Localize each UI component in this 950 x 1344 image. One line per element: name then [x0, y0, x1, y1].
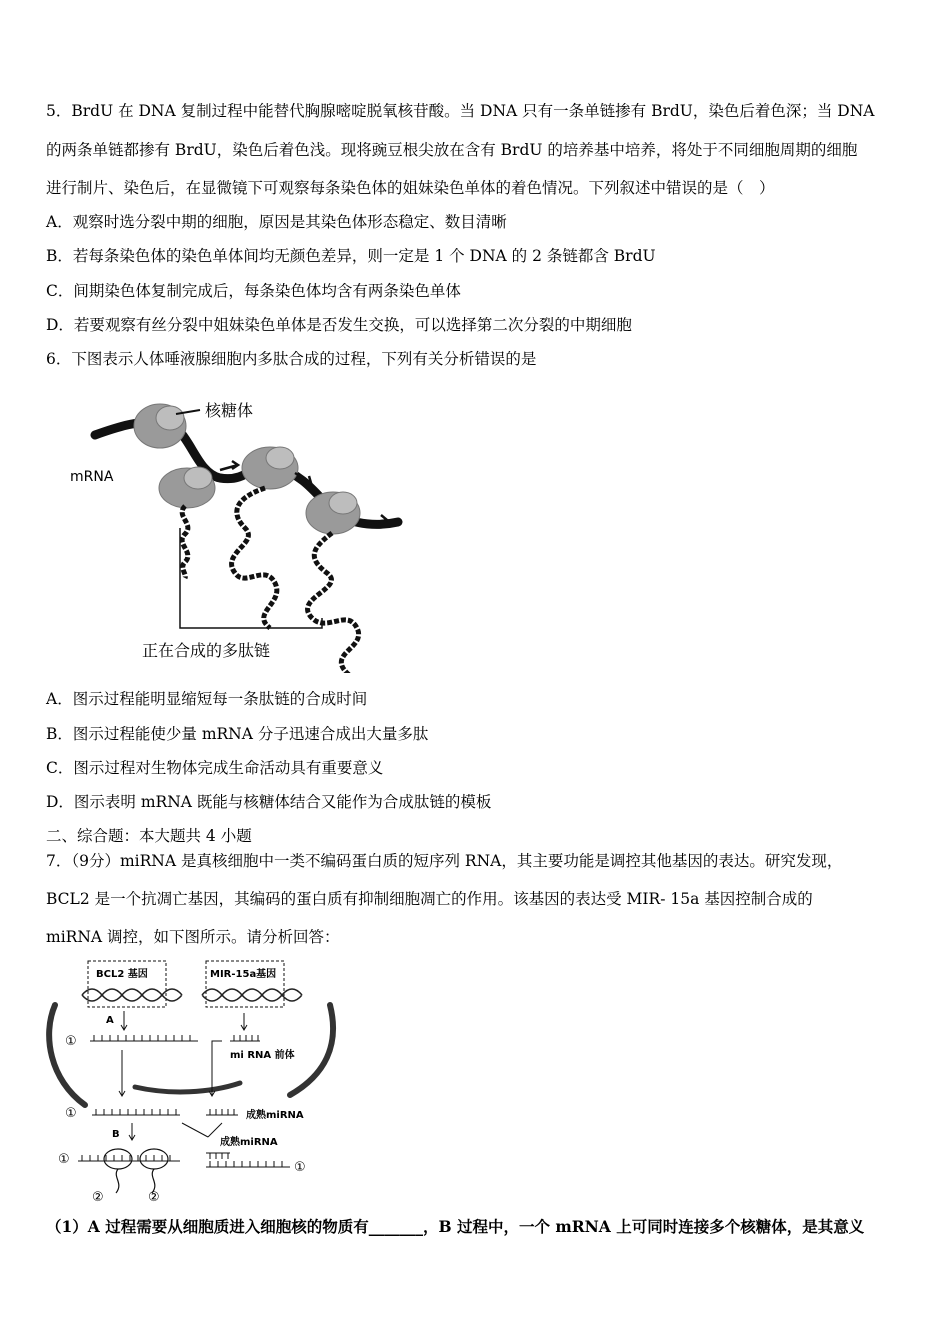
q5-option-b: B．若每条染色体的染色单体间均无颜色差异，则一定是 1 个 DNA 的 2 条链都含 BrdU	[46, 247, 656, 265]
mirna-precursor	[230, 1035, 260, 1041]
q7-subquestion-1: （1）A 过程需要从细胞质进入细胞核的物质有_______，B 过程中，一个 mRNA 上可同时连接多个核糖体，是其意义	[46, 1217, 865, 1236]
q5-line-2: 的两条单链都掺有 BrdU，染色后着色浅。现将豌豆根尖放在含有 BrdU 的培养基中培养，将处于不同细胞周期的细胞	[46, 141, 858, 159]
ribosome-4	[306, 492, 360, 534]
bound-mirna	[206, 1153, 290, 1167]
dna-helix-1	[82, 989, 182, 1001]
q6-stem: 6．下图表示人体唾液腺细胞内多肽合成的过程，下列有关分析错误的是	[46, 350, 537, 368]
q6-option-a: A．图示过程能明显缩短每一条肽链的合成时间	[46, 690, 368, 708]
q5-option-a: A．观察时选分裂中期的细胞，原因是其染色体形态稳定、数目清晰	[46, 213, 507, 231]
bcl2-gene-label: BCL2 基因	[96, 969, 148, 980]
marker-1-bound: ①	[294, 1160, 306, 1175]
mature-mirna-label-2: 成熟miRNA	[220, 1137, 278, 1148]
membrane-right	[290, 1005, 333, 1095]
q7-line-2: BCL2 是一个抗凋亡基因，其编码的蛋白质有抑制细胞凋亡的作用。该基因的表达受 MIR- 15a 基因控制合成的	[46, 890, 813, 908]
process-b-label: B	[112, 1129, 120, 1140]
membrane-left	[49, 1005, 85, 1105]
ribosome-2	[159, 467, 215, 508]
mrna-translation	[78, 1155, 180, 1161]
q5-line-1: 5．BrdU 在 DNA 复制过程中能替代胸腺嘧啶脱氧核苷酸。当 DNA 只有一条单链掺有 BrdU，染色后着色深；当 DNA	[46, 102, 875, 120]
peptide-a	[116, 1169, 119, 1193]
q5-line-3: 进行制片、染色后，在显微镜下可观察每条染色体的姐妹染色单体的着色情况。下列叙述中错误的是（ ）	[46, 179, 775, 197]
ribosome-a	[104, 1149, 132, 1169]
dna-helix-2	[202, 989, 302, 1001]
q7-line-3: miRNA 调控，如下图所示。请分析回答：	[46, 928, 340, 946]
polypeptide-2	[232, 488, 277, 628]
q7-line-1: 7．（9分）miRNA 是真核细胞中一类不编码蛋白质的短序列 RNA，其主要功能是调控其他基因的表达。研究发现，	[46, 852, 843, 870]
mirna-regulation-figure	[40, 955, 345, 1205]
precursor-label: mi RNA 前体	[230, 1050, 295, 1061]
q6-option-b: B．图示过程能使少量 mRNA 分子迅速合成出大量多肽	[46, 725, 429, 743]
peptide-label: 正在合成的多肽链	[142, 641, 271, 660]
mrna-nucleus	[90, 1035, 198, 1041]
mature-mirna-label-1: 成熟miRNA	[246, 1110, 304, 1121]
mrna-cytoplasm	[92, 1109, 180, 1115]
mature-mirna-1	[206, 1109, 238, 1115]
mir-gene-label: MIR-15a基因	[210, 969, 277, 980]
marker-2a: ②	[92, 1190, 104, 1205]
section-2-title: 二、综合题：本大题共 4 小题	[46, 827, 252, 845]
q6-option-d: D．图示表明 mRNA 既能与核糖体结合又能作为合成肽链的模板	[46, 793, 492, 811]
ribosome-label: 核糖体	[205, 401, 254, 420]
polypeptide-1	[182, 506, 188, 578]
direction-arrow	[220, 461, 238, 470]
q5-option-c: C．间期染色体复制完成后，每条染色体均含有两条染色单体	[46, 282, 461, 300]
polypeptide-3	[308, 533, 382, 673]
ribosome-1	[134, 404, 186, 448]
ribosome-3	[242, 447, 298, 489]
mrna-label: mRNA	[70, 469, 114, 485]
membrane-bottom	[135, 1083, 240, 1092]
polysome-figure	[60, 388, 420, 673]
process-a-label: A	[106, 1015, 114, 1026]
q6-option-c: C．图示过程对生物体完成生命活动具有重要意义	[46, 759, 384, 777]
marker-1-translation: ①	[58, 1152, 70, 1167]
marker-1: ①	[65, 1034, 77, 1049]
marker-1-cytoplasm: ①	[65, 1106, 77, 1121]
marker-2b: ②	[148, 1190, 160, 1205]
q5-option-d: D．若要观察有丝分裂中姐妹染色单体是否发生交换，可以选择第二次分裂的中期细胞	[46, 316, 632, 334]
